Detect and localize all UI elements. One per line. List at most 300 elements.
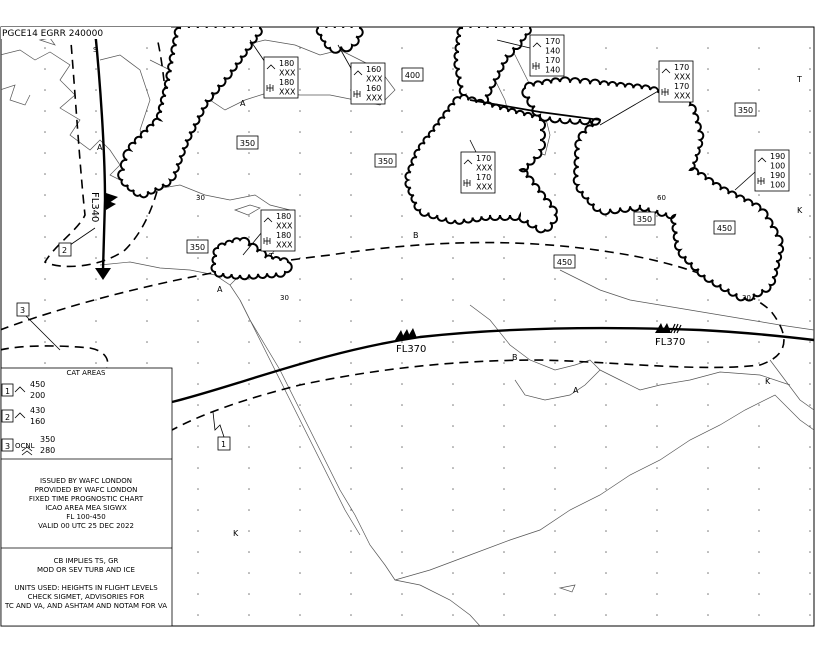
grid-dot (503, 383, 505, 385)
grid-dot (452, 341, 454, 343)
tropopause-value: 350 (636, 215, 653, 224)
grid-dot (758, 551, 760, 553)
cb-label-value: 140 (545, 65, 561, 75)
grid-dot (452, 614, 454, 616)
grid-dot (95, 131, 97, 133)
grid-dot (707, 446, 709, 448)
grid-dot (299, 236, 301, 238)
issued-line: FL 100-450 (66, 513, 106, 521)
tropopause-value: 350 (239, 139, 256, 148)
grid-dot (758, 509, 760, 511)
grid-dot (248, 572, 250, 574)
note-line: MOD OR SEV TURB AND ICE (37, 566, 135, 574)
grid-dot (452, 488, 454, 490)
issued-line: VALID 00 UTC 25 DEC 2022 (38, 522, 134, 530)
jet-label-fl370-west: FL370 (396, 344, 427, 355)
grid-dot (707, 89, 709, 91)
grid-dot (809, 131, 811, 133)
grid-dot (95, 341, 97, 343)
grid-dot (503, 341, 505, 343)
marker-t: T (797, 75, 802, 84)
grid-dot (248, 383, 250, 385)
grid-dot (197, 236, 199, 238)
grid-dot (350, 530, 352, 532)
legend-panel (1, 368, 172, 626)
grid-dot (146, 236, 148, 238)
grid-dot (401, 425, 403, 427)
grid-dot (809, 551, 811, 553)
grid-dot (758, 110, 760, 112)
grid-dot (401, 341, 403, 343)
grid-dot (707, 320, 709, 322)
grid-dot (707, 131, 709, 133)
grid-dot (248, 89, 250, 91)
grid-dot (554, 194, 556, 196)
grid-dot (707, 614, 709, 616)
legend-area-num: 3 (5, 442, 11, 451)
cb-label-value: 180 (276, 231, 292, 240)
legend-area-top: 450 (30, 380, 46, 389)
grid-dot (350, 593, 352, 595)
grid-dot (809, 215, 811, 217)
grid-dot (503, 236, 505, 238)
cb-label-value: 170 (476, 154, 492, 163)
grid-dot (656, 383, 658, 385)
cb-label-value: XXX (279, 87, 296, 97)
grid-dot (248, 152, 250, 154)
grid-dot (197, 131, 199, 133)
grid-dot (401, 47, 403, 49)
grid-dot (401, 131, 403, 133)
grid-dot (248, 320, 250, 322)
cb-label-value: 170 (545, 56, 561, 65)
grid-dot (503, 530, 505, 532)
grid-dot (44, 278, 46, 280)
grid-dot (809, 362, 811, 364)
grid-dot (146, 299, 148, 301)
cb-label-value: XXX (279, 68, 296, 78)
cb-label-value: 160 (366, 84, 382, 93)
grid-dot (452, 509, 454, 511)
grid-dot (401, 446, 403, 448)
grid-dot (299, 89, 301, 91)
legend-area-base: 160 (30, 417, 46, 426)
grid-dot (350, 152, 352, 154)
grid-dot (758, 383, 760, 385)
grid-dot (350, 404, 352, 406)
grid-dot (401, 404, 403, 406)
grid-dot (554, 551, 556, 553)
grid-dot (809, 446, 811, 448)
grid-dot (44, 152, 46, 154)
jet-label-fl340: FL340 (89, 192, 100, 223)
legend-area-num: 1 (5, 387, 11, 396)
grid-dot (605, 572, 607, 574)
grid-dot (248, 593, 250, 595)
marker-k: K (765, 377, 771, 386)
grid-dot (503, 89, 505, 91)
grid-dot (605, 362, 607, 364)
grid-dot (503, 257, 505, 259)
grid-dot (452, 47, 454, 49)
grid-dot (809, 278, 811, 280)
marker-b: B (512, 353, 518, 362)
cb-label-value: 100 (770, 161, 786, 171)
grid-dot (401, 551, 403, 553)
grid-dot (605, 530, 607, 532)
grid-dot (707, 68, 709, 70)
grid-dot (758, 404, 760, 406)
grid-dot (44, 173, 46, 175)
grid-dot (197, 509, 199, 511)
grid-dot (503, 593, 505, 595)
cb-label-value: XXX (476, 163, 493, 173)
note-line: CHECK SIGMET, ADVISORIES FOR (27, 593, 145, 601)
grid-dot (707, 593, 709, 595)
cb-label-value: 160 (366, 65, 382, 74)
grid-dot (707, 551, 709, 553)
grid-dot (809, 509, 811, 511)
grid-dot (401, 467, 403, 469)
grid-dot (452, 593, 454, 595)
grid-dot (401, 593, 403, 595)
grid-dot (452, 551, 454, 553)
grid-dot (809, 299, 811, 301)
grid-dot (248, 362, 250, 364)
marker-t: T (269, 252, 274, 261)
grid-dot (452, 572, 454, 574)
grid-dot (554, 614, 556, 616)
tropopause-value: 450 (556, 258, 573, 267)
grid-dot (707, 47, 709, 49)
grid-dot (452, 320, 454, 322)
grid-dot (656, 446, 658, 448)
grid-dot (656, 404, 658, 406)
marker-a: A (97, 143, 103, 152)
issued-line: ISSUED BY WAFC LONDON (39, 477, 133, 485)
grid-dot (401, 257, 403, 259)
grid-dot (197, 299, 199, 301)
cat-area-number: 2 (62, 246, 68, 255)
grid-dot (605, 299, 607, 301)
grid-dot (707, 467, 709, 469)
grid-dot (503, 572, 505, 574)
grid-dot (707, 173, 709, 175)
grid-dot (656, 278, 658, 280)
grid-dot (350, 110, 352, 112)
marker-a: A (573, 386, 579, 395)
grid-dot (605, 341, 607, 343)
grid-dot (452, 467, 454, 469)
grid-dot (605, 383, 607, 385)
cb-label-value: 100 (770, 180, 786, 190)
legend-area-top: 430 (30, 406, 46, 415)
grid-dot (452, 299, 454, 301)
grid-dot (554, 530, 556, 532)
grid-dot (503, 509, 505, 511)
grid-dot (656, 47, 658, 49)
grid-dot (248, 236, 250, 238)
grid-dot (809, 341, 811, 343)
grid-dot (758, 47, 760, 49)
note-line: CB IMPLIES TS, GR (53, 557, 119, 565)
grid-dot (197, 383, 199, 385)
grid-dot (656, 509, 658, 511)
grid-dot (452, 236, 454, 238)
cb-label-value: 180 (279, 78, 295, 87)
legend-area-prefix: OCNL (15, 442, 35, 450)
cb-label-value: 190 (770, 152, 786, 161)
grid-dot (758, 593, 760, 595)
issued-line: FIXED TIME PROGNOSTIC CHART (28, 495, 144, 503)
lat-label: 30 (742, 294, 751, 302)
grid-dot (248, 110, 250, 112)
grid-dot (605, 236, 607, 238)
grid-dot (554, 278, 556, 280)
tropopause-value: 400 (404, 71, 421, 80)
grid-dot (656, 551, 658, 553)
grid-dot (554, 509, 556, 511)
grid-dot (146, 47, 148, 49)
grid-dot (350, 320, 352, 322)
grid-dot (758, 299, 760, 301)
grid-dot (503, 362, 505, 364)
grid-dot (656, 530, 658, 532)
grid-dot (248, 404, 250, 406)
grid-dot (44, 89, 46, 91)
cb-label-value: XXX (276, 240, 293, 250)
grid-dot (707, 509, 709, 511)
grid-dot (401, 173, 403, 175)
grid-dot (554, 383, 556, 385)
tropopause-value: 350 (189, 243, 206, 252)
grid-dot (248, 530, 250, 532)
grid-dot (554, 404, 556, 406)
grid-dot (758, 68, 760, 70)
grid-dot (707, 530, 709, 532)
grid-dot (656, 488, 658, 490)
grid-dot (146, 215, 148, 217)
grid-dot (809, 593, 811, 595)
grid-dot (656, 467, 658, 469)
grid-dot (248, 425, 250, 427)
grid-dot (350, 257, 352, 259)
grid-dot (197, 488, 199, 490)
grid-dot (44, 362, 46, 364)
grid-dot (146, 68, 148, 70)
grid-dot (554, 236, 556, 238)
tropopause-value: 450 (716, 224, 733, 233)
grid-dot (350, 215, 352, 217)
grid-dot (401, 320, 403, 322)
grid-dot (758, 131, 760, 133)
cb-label-cb-ne-balkan (351, 63, 385, 104)
lat-label: 60 (657, 194, 666, 202)
grid-dot (299, 299, 301, 301)
cb-label-cb-far-east (755, 150, 789, 191)
grid-dot (809, 194, 811, 196)
grid-dot (299, 68, 301, 70)
grid-dot (197, 215, 199, 217)
grid-dot (605, 404, 607, 406)
grid-dot (44, 215, 46, 217)
grid-dot (605, 467, 607, 469)
grid-dot (758, 341, 760, 343)
grid-dot (248, 509, 250, 511)
grid-dot (299, 173, 301, 175)
grid-dot (44, 47, 46, 49)
grid-dot (350, 194, 352, 196)
grid-dot (44, 131, 46, 133)
grid-dot (44, 320, 46, 322)
grid-dot (95, 68, 97, 70)
grid-dot (554, 593, 556, 595)
grid-dot (554, 299, 556, 301)
grid-dot (503, 551, 505, 553)
grid-dot (44, 194, 46, 196)
grid-dot (554, 341, 556, 343)
grid-dot (350, 299, 352, 301)
grid-dot (554, 467, 556, 469)
grid-dot (503, 446, 505, 448)
grid-dot (350, 173, 352, 175)
grid-dot (44, 257, 46, 259)
grid-dot (248, 215, 250, 217)
grid-dot (605, 614, 607, 616)
grid-dot (248, 446, 250, 448)
grid-dot (401, 572, 403, 574)
grid-dot (554, 320, 556, 322)
grid-dot (503, 320, 505, 322)
grid-dot (452, 383, 454, 385)
cb-label-cb-levant (261, 210, 295, 251)
grid-dot (350, 383, 352, 385)
cb-label-cb-afghan (659, 61, 693, 102)
grid-dot (350, 572, 352, 574)
grid-dot (656, 299, 658, 301)
grid-dot (401, 152, 403, 154)
cb-label-value: XXX (366, 74, 383, 84)
grid-dot (197, 173, 199, 175)
grid-dot (605, 215, 607, 217)
grid-dot (95, 278, 97, 280)
grid-dot (809, 572, 811, 574)
legend-title: CAT AREAS (66, 369, 106, 377)
grid-dot (95, 257, 97, 259)
marker-k: K (797, 206, 803, 215)
grid-dot (401, 236, 403, 238)
grid-dot (197, 551, 199, 553)
grid-dot (44, 236, 46, 238)
grid-dot (146, 257, 148, 259)
grid-dot (809, 173, 811, 175)
grid-dot (350, 236, 352, 238)
grid-dot (503, 299, 505, 301)
grid-dot (452, 446, 454, 448)
grid-dot (656, 425, 658, 427)
cb-label-cb-nw (264, 57, 298, 98)
grid-dot (197, 362, 199, 364)
grid-dot (95, 152, 97, 154)
grid-dot (299, 131, 301, 133)
grid-dot (656, 614, 658, 616)
grid-dot (554, 152, 556, 154)
issued-line: PROVIDED BY WAFC LONDON (34, 486, 138, 494)
grid-dot (95, 173, 97, 175)
grid-dot (452, 257, 454, 259)
grid-dot (758, 467, 760, 469)
cb-label-value: 170 (476, 173, 492, 182)
grid-dot (401, 89, 403, 91)
grid-dot (809, 152, 811, 154)
grid-dot (197, 614, 199, 616)
legend-area-base: 280 (40, 446, 56, 455)
grid-dot (656, 572, 658, 574)
grid-dot (809, 467, 811, 469)
cb-label-value: XXX (366, 93, 383, 103)
grid-dot (452, 89, 454, 91)
cb-label-value: XXX (276, 221, 293, 231)
grid-dot (248, 467, 250, 469)
grid-dot (503, 614, 505, 616)
grid-dot (248, 551, 250, 553)
grid-dot (197, 425, 199, 427)
grid-dot (401, 383, 403, 385)
grid-dot (146, 341, 148, 343)
grid-dot (248, 341, 250, 343)
cb-label-value: 140 (545, 46, 561, 56)
grid-dot (248, 131, 250, 133)
grid-dot (401, 488, 403, 490)
grid-dot (299, 110, 301, 112)
grid-dot (197, 404, 199, 406)
cat-area-number: 1 (221, 440, 227, 449)
grid-dot (350, 131, 352, 133)
cb-label-value: 170 (674, 63, 690, 72)
grid-dot (707, 383, 709, 385)
grid-dot (503, 488, 505, 490)
grid-dot (605, 320, 607, 322)
grid-dot (44, 110, 46, 112)
grid-dot (95, 299, 97, 301)
grid-dot (197, 467, 199, 469)
grid-dot (452, 68, 454, 70)
marker-b: B (413, 231, 419, 240)
grid-dot (503, 404, 505, 406)
grid-dot (758, 425, 760, 427)
cb-label-value: 170 (545, 37, 561, 46)
grid-dot (95, 89, 97, 91)
grid-dot (299, 425, 301, 427)
grid-dot (554, 362, 556, 364)
grid-dot (809, 320, 811, 322)
note-line: TC AND VA, AND ASHTAM AND NOTAM FOR VA (4, 602, 168, 610)
grid-dot (401, 110, 403, 112)
grid-dot (503, 467, 505, 469)
grid-dot (299, 194, 301, 196)
grid-dot (299, 530, 301, 532)
grid-dot (707, 488, 709, 490)
grid-dot (350, 446, 352, 448)
grid-dot (350, 425, 352, 427)
grid-dot (605, 47, 607, 49)
grid-dot (197, 446, 199, 448)
grid-dot (248, 614, 250, 616)
grid-dot (350, 614, 352, 616)
cb-label-value: XXX (674, 91, 691, 101)
grid-dot (707, 425, 709, 427)
grid-dot (809, 488, 811, 490)
